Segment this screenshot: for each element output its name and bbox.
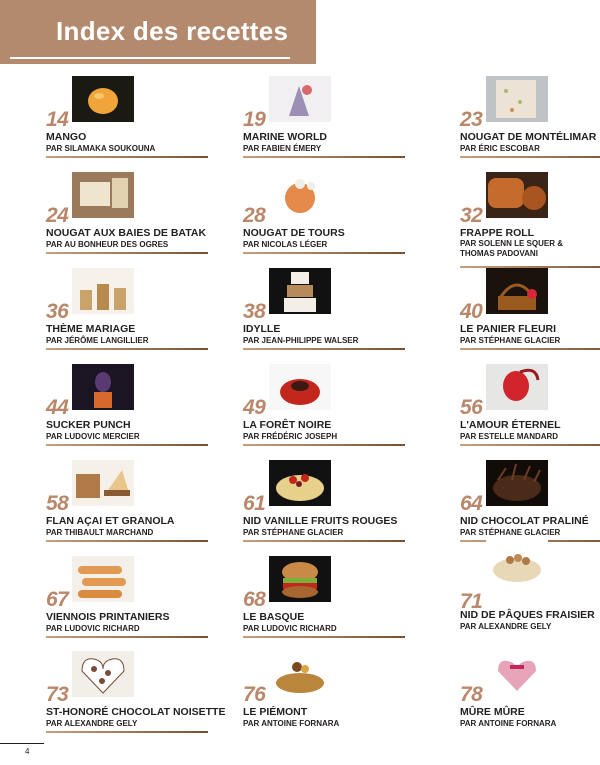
recipe-photo [72, 76, 134, 122]
recipe-photo [486, 364, 548, 410]
recipe-card-flan-acai[interactable] [46, 460, 246, 546]
recipe-photo [72, 651, 134, 697]
recipe-card-le-basque[interactable] [243, 556, 443, 642]
recipe-photo [72, 460, 134, 506]
recipe-author: PAR ANTOINE FORNARA [243, 719, 340, 728]
page-number: 38 [243, 300, 266, 323]
recipe-title: FLAN AÇAI ET GRANOLA [46, 515, 175, 527]
divider [243, 252, 405, 254]
recipe-photo [269, 460, 331, 506]
recipe-card-amour-eternel[interactable] [460, 364, 600, 450]
divider [46, 252, 208, 254]
recipe-photo [72, 556, 134, 602]
recipe-author: PAR JEAN-PHILIPPE WALSER [243, 336, 359, 345]
recipe-author: PAR STÉPHANE GLACIER [243, 528, 344, 537]
recipe-author: PAR THIBAULT MARCHAND [46, 528, 154, 537]
recipe-title: LA FORÊT NOIRE [243, 419, 332, 431]
recipe-author: PAR LUDOVIC RICHARD [46, 624, 140, 633]
recipe-author: PAR FABIEN ÉMERY [243, 144, 322, 153]
page-title: Index des recettes [56, 16, 289, 46]
recipe-author: PAR LUDOVIC MERCIER [46, 432, 140, 441]
recipe-title: LE BASQUE [243, 611, 305, 623]
recipe-title: LE PANIER FLEURI [460, 323, 557, 335]
recipe-title: NOUGAT DE TOURS [243, 227, 345, 239]
page-number: 28 [243, 204, 266, 227]
page-number: 58 [46, 492, 69, 515]
recipe-author: PAR ALEXANDRE GELY [46, 719, 138, 728]
recipe-card-nid-paques[interactable] [460, 540, 600, 631]
recipe-card-st-honore[interactable] [46, 651, 246, 737]
page-number: 14 [46, 108, 69, 131]
recipe-title: ST-HONORÉ CHOCOLAT NOISETTE [46, 706, 226, 718]
recipe-author: PAR SILAMAKA SOUKOUNA [46, 144, 156, 153]
recipe-photo [486, 76, 548, 122]
recipe-title: VIENNOIS PRINTANIERS [46, 611, 170, 623]
page-number: 24 [46, 204, 69, 227]
recipe-title: NID VANILLE FRUITS ROUGES [243, 515, 398, 527]
header-underline [10, 57, 290, 59]
page-number: 23 [460, 108, 483, 131]
recipe-title: NID DE PÂQUES FRAISIER [460, 609, 595, 621]
recipe-author: PAR ANTOINE FORNARA [460, 719, 557, 728]
page-number: 67 [46, 588, 69, 611]
page-number: 78 [460, 683, 483, 706]
recipe-photo [72, 268, 134, 314]
divider [460, 348, 600, 350]
divider [46, 156, 208, 158]
divider [46, 731, 208, 733]
recipe-card-viennois[interactable] [46, 556, 246, 642]
recipe-author: PAR FRÉDÉRIC JOSEPH [243, 432, 338, 441]
page-number: 40 [460, 300, 483, 323]
recipe-card-mango[interactable] [46, 76, 246, 162]
page-number: 36 [46, 300, 69, 323]
divider [46, 540, 208, 542]
recipe-author: PAR ALEXANDRE GELY [460, 622, 552, 631]
recipe-photo [269, 651, 331, 697]
recipe-title: IDYLLE [243, 323, 281, 335]
recipe-author: PAR STÉPHANE GLACIER [460, 528, 561, 537]
recipe-card-nid-vanille[interactable] [243, 460, 443, 546]
recipe-title: THÈME MARIAGE [46, 323, 136, 335]
recipe-photo [269, 76, 331, 122]
divider [460, 156, 600, 158]
recipe-photo [486, 460, 548, 506]
page-number: 19 [243, 108, 266, 131]
recipe-title: MANGO [46, 131, 87, 143]
recipe-photo [486, 540, 548, 586]
recipe-photo [72, 172, 134, 218]
page-number: 44 [46, 396, 69, 419]
folio: 4 [25, 747, 30, 756]
recipe-photo [72, 364, 134, 410]
divider [46, 444, 208, 446]
page-number: 49 [243, 396, 266, 419]
recipe-card-sucker-punch[interactable] [46, 364, 246, 450]
recipe-card-frappe-roll[interactable] [460, 172, 600, 258]
recipe-card-nid-chocolat[interactable] [460, 460, 600, 546]
recipe-title: NOUGAT AUX BAIES DE BATAK [46, 227, 207, 239]
recipe-title: SUCKER PUNCH [46, 419, 131, 431]
recipe-author: PAR ÉRIC ESCOBAR [460, 144, 540, 153]
divider [46, 636, 208, 638]
recipe-title: NID CHOCOLAT PRALINÉ [460, 515, 589, 527]
recipe-author: PAR AU BONHEUR DES OGRES [46, 240, 169, 249]
recipe-author: PAR SOLENN LE SQUER & THOMAS PADOVANI [460, 239, 563, 258]
recipe-photo [269, 364, 331, 410]
recipe-photo [486, 172, 548, 218]
divider [46, 348, 208, 350]
recipe-author: PAR NICOLAS LÉGER [243, 240, 328, 249]
page-number: 76 [243, 683, 266, 706]
recipe-card-nougat-batak[interactable] [46, 172, 246, 258]
recipe-photo [269, 172, 331, 218]
page-number: 68 [243, 588, 266, 611]
recipe-title: MARINE WORLD [243, 131, 327, 143]
recipe-photo [486, 268, 548, 314]
recipe-card-theme-mariage[interactable] [46, 268, 246, 354]
recipe-title: LE PIÉMONT [243, 706, 308, 718]
recipe-card-nougat-tours[interactable] [243, 172, 443, 258]
recipe-card-marine-world[interactable] [243, 76, 443, 162]
recipe-photo [269, 556, 331, 602]
recipe-title: L'AMOUR ÉTERNEL [460, 419, 561, 431]
page-number: 64 [460, 492, 483, 515]
footer-rule [0, 743, 44, 744]
header-banner [0, 0, 316, 64]
recipe-card-nougat-montelimar[interactable] [460, 76, 600, 162]
page-number: 56 [460, 396, 483, 419]
divider [243, 636, 405, 638]
page-number: 32 [460, 204, 483, 227]
recipe-card-le-piemont[interactable] [243, 651, 443, 737]
recipe-card-panier-fleuri[interactable] [460, 268, 600, 354]
divider [243, 540, 405, 542]
recipe-author: PAR ESTELLE MANDARD [460, 432, 559, 441]
recipe-author: PAR JÉRÔME LANGILLIER [46, 336, 149, 345]
recipe-photo [269, 268, 331, 314]
recipe-card-foret-noire[interactable] [243, 364, 443, 450]
divider [243, 156, 405, 158]
divider [243, 444, 405, 446]
recipe-title: MÛRE MÛRE [460, 706, 525, 718]
page-number: 73 [46, 683, 69, 706]
recipe-photo [486, 651, 548, 697]
recipe-title: FRAPPE ROLL [460, 227, 535, 239]
page-number: 71 [460, 590, 483, 613]
recipe-card-mure-mure[interactable] [460, 651, 600, 737]
recipe-card-idylle[interactable] [243, 268, 443, 354]
recipe-title: NOUGAT DE MONTÉLIMAR [460, 131, 597, 143]
recipe-author: PAR LUDOVIC RICHARD [243, 624, 337, 633]
page-number: 61 [243, 492, 266, 515]
divider [460, 444, 600, 446]
recipe-author: PAR STÉPHANE GLACIER [460, 336, 561, 345]
divider [243, 348, 405, 350]
